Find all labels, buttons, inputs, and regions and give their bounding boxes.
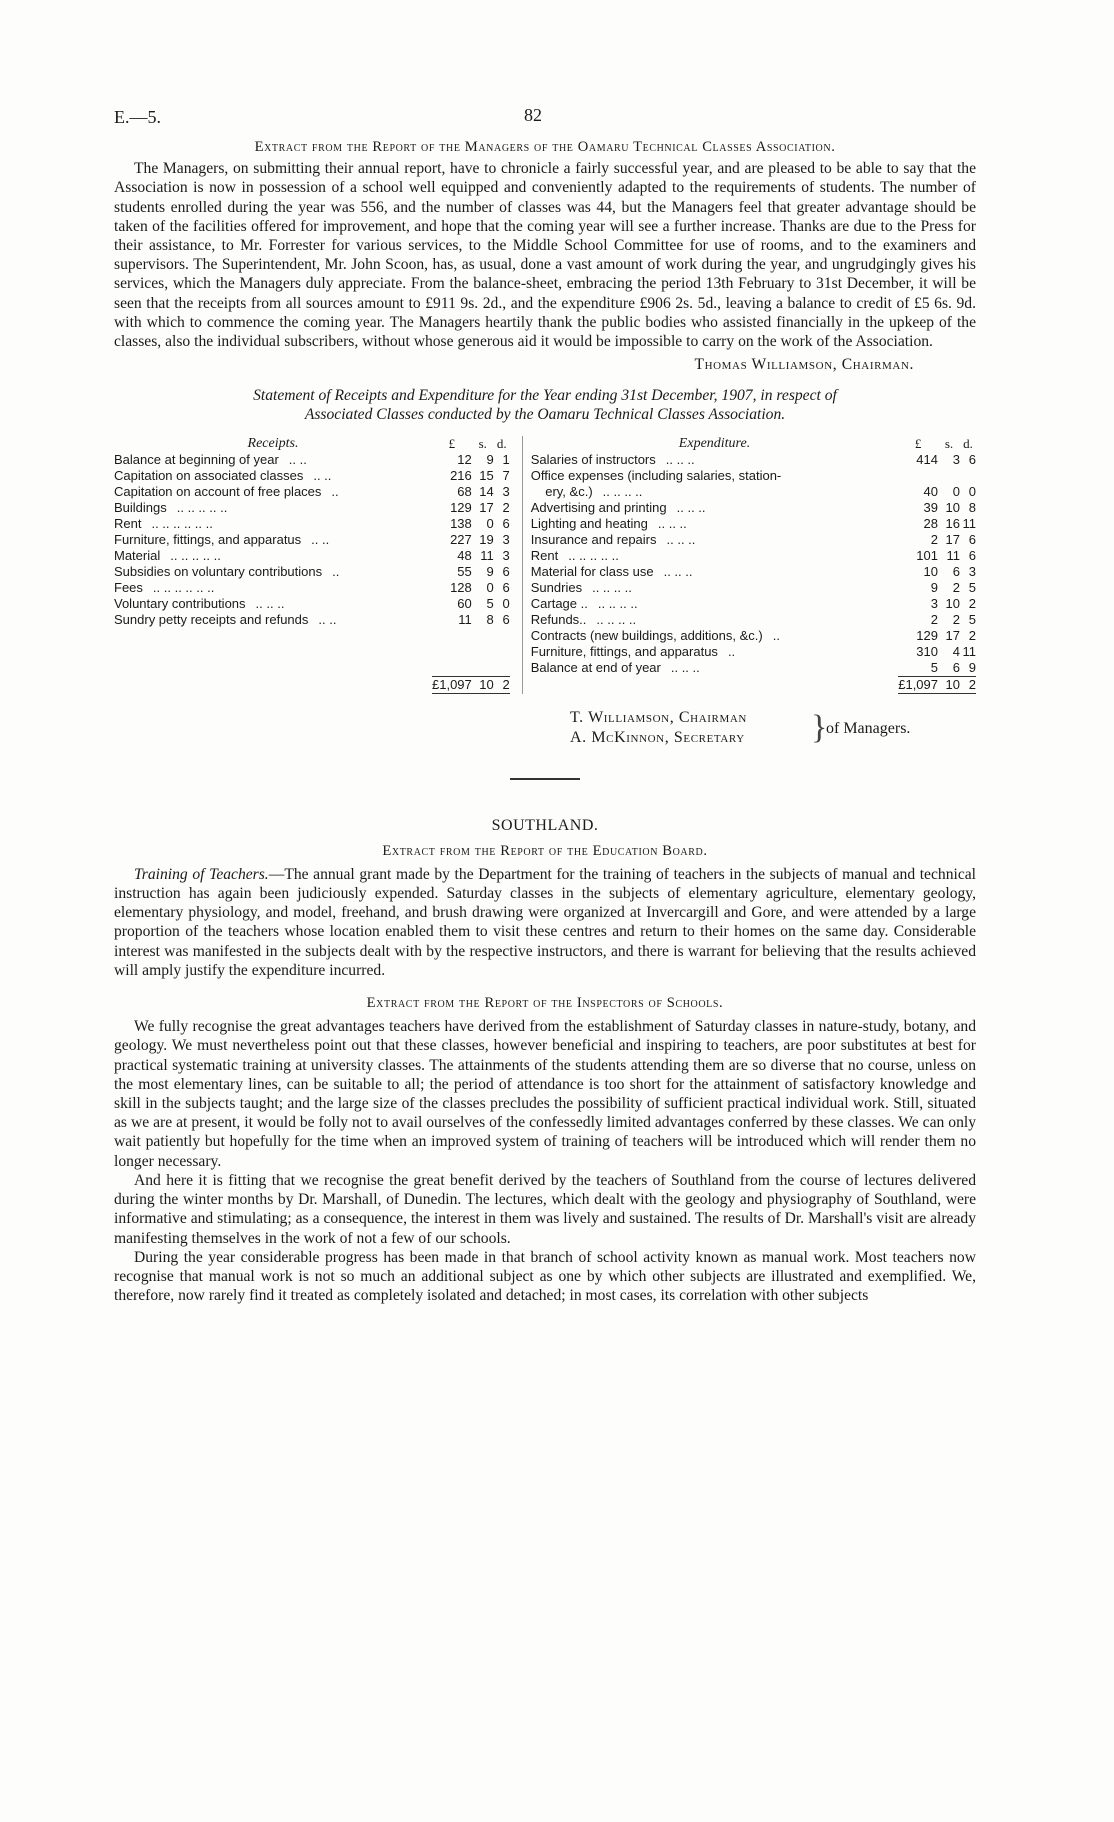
expenditure-item <box>522 484 898 500</box>
receipt-leader-dots: .. .. .. .. .. <box>170 548 221 564</box>
expenditure-leader-dots: .. .. .. .. <box>596 612 637 628</box>
chairman-name: T. Williamson, Chairman <box>570 709 747 727</box>
receipt-shillings: 19 <box>479 532 494 548</box>
receipt-pounds: 11 <box>458 612 472 628</box>
education-board-heading: Extract from the Report of the Education Board. <box>382 842 708 859</box>
receipt-pounds <box>432 660 472 677</box>
inspectors-paragraph-1: We fully recognise the great advantages teachers have derived from the establishment of Saturday classes in nature-study, botany, and geology. We must nevertheless point out that these classes, however beneficial and inspiring to teachers, are poor substitutes at best for practical systematic training at university classes. The attainments of the students attending them are so diverse that no course, unless on the most elementary lines, can be suitable to all; the period of attendance is too short for the attainment of satisfactory knowledge and skill in the subjects taught; and the large size of the classes precludes the possibility of sufficient practical individual work. Still, situated as we are at present, it would be folly not to avail ourselves of the confessedly limited advantages conferred by these classes. We can only wait patiently but hopefully for the time when an improved system of training of teachers will be introduced which will render them no longer necessary. <box>114 1018 976 1170</box>
expenditure-pence: 6 <box>968 452 976 468</box>
receipt-pounds: 138 <box>450 516 472 532</box>
expenditure-pence: 0 <box>968 484 976 500</box>
receipt-pence: 6 <box>502 580 510 596</box>
receipt-item <box>114 580 432 596</box>
statement-title <box>114 386 976 424</box>
receipt-item <box>114 468 432 484</box>
training-label: Training of Teachers. <box>134 865 269 883</box>
receipt-pounds: 227 <box>450 532 472 548</box>
expenditure-item <box>522 452 898 468</box>
receipt-item <box>114 644 432 660</box>
receipt-shillings: 17 <box>479 500 494 516</box>
expenditure-heading: Expenditure. <box>678 436 751 452</box>
expenditure-item <box>522 548 898 564</box>
expenditure-label: Material for class use <box>530 564 654 580</box>
col-pence: d. <box>496 436 507 452</box>
expenditure-leader-dots: .. <box>727 644 736 660</box>
table-row <box>114 516 976 532</box>
total-expenditure-shillings: 10 <box>938 677 960 694</box>
col-pounds: £ <box>448 436 456 452</box>
receipt-shillings: 15 <box>479 468 494 484</box>
receipt-pence: 6 <box>502 564 510 580</box>
expenditure-item <box>522 468 898 484</box>
expenditure-label: Sundries <box>530 580 583 596</box>
secretary-name: A. McKinnon, Secretary <box>570 729 745 747</box>
receipt-shillings: 0 <box>486 580 494 596</box>
receipt-item <box>114 548 432 564</box>
expenditure-shillings: 2 <box>952 580 960 596</box>
receipt-pence <box>494 644 510 660</box>
of-managers: of Managers. <box>826 720 911 738</box>
oamaru-report-heading: Extract from the Report of the Managers of the Oamaru Technical Classes Association. <box>254 139 836 155</box>
oamaru-report-paragraph: The Managers, on submitting their annual report, have to chronicle a fairly successful year, and are pleased to be able to say that the Association is now in possession of a school well equipped and conveniently adapted to the requirements of students. The number of students enrolled during the year was 556, and the number of classes was 44, but the Managers feel that greater advantage should be taken of the facilities offered for improvement, and hope that the coming year will see a further increase. Thanks are due to the Press for their assistance, to Mr. Forrester for various services, to the Middle School Committee for use of rooms, and to the examiners and supervisors. The Superintendent, Mr. John Scoon, has, as usual, done a vast amount of work during the year, and ungrudgingly gives his services, which the Managers duly appreciate. From the balance-sheet, embracing the period 13th February to 31st December, it will be seen that the receipts from all sources amount to £911 9s. 2d., and the expenditure £906 2s. 5d., leaving a balance to credit of £5 6s. 9d. with which to commence the coming year. The Managers heartily thank the public bodies who assisted financially in the upkeep of the classes, also the individual subscribers, without whose generous aid it would be impossible to carry on the work of the Association. <box>114 160 976 351</box>
expenditure-shillings: 6 <box>952 660 960 676</box>
table-row <box>114 484 976 500</box>
expenditure-pounds: 2 <box>930 612 938 628</box>
receipt-item <box>114 484 432 500</box>
expenditure-shillings: 11 <box>946 548 960 564</box>
receipt-item <box>114 516 432 532</box>
expenditure-shillings: 10 <box>945 596 960 612</box>
receipt-item <box>114 452 432 468</box>
expenditure-pence: 6 <box>968 548 976 564</box>
document-page <box>114 104 976 1305</box>
receipt-pounds: 216 <box>450 468 472 484</box>
expenditure-pounds: 40 <box>923 484 938 500</box>
expenditure-pounds: 10 <box>923 564 938 580</box>
expenditure-item <box>522 612 898 628</box>
receipt-item <box>114 660 432 677</box>
expenditure-shillings: 6 <box>952 564 960 580</box>
statement-title-line-1: Statement of Receipts and Expenditure for the Year ending 31st December, 1907, in respect of <box>253 387 837 405</box>
expenditure-pence: 11 <box>962 644 976 660</box>
receipt-pence: 2 <box>502 500 510 516</box>
receipt-item <box>114 564 432 580</box>
expenditure-item <box>522 564 898 580</box>
receipt-shillings <box>472 644 494 660</box>
expenditure-pence: 11 <box>962 516 976 532</box>
receipt-item <box>114 628 432 644</box>
expenditure-label: Rent <box>530 548 559 564</box>
expenditure-leader-dots: .. .. .. .. <box>597 596 638 612</box>
expenditure-pence: 5 <box>968 580 976 596</box>
receipt-label: Voluntary contributions <box>114 596 246 612</box>
totals-row <box>114 677 976 694</box>
expenditure-leader-dots: .. .. .. <box>665 452 695 468</box>
table-row <box>114 532 976 548</box>
expenditure-shillings: 3 <box>952 452 960 468</box>
expenditure-leader-dots: .. .. .. .. <box>602 484 643 500</box>
expenditure-item <box>522 644 898 660</box>
total-expenditure-pence: 2 <box>960 677 976 694</box>
receipt-leader-dots: .. .. <box>313 468 332 484</box>
col-pence: d. <box>963 436 973 452</box>
brace-icon: } <box>811 709 828 747</box>
expenditure-label: Balance at end of year <box>530 660 661 676</box>
expenditure-shillings <box>938 468 960 484</box>
receipt-item <box>114 532 432 548</box>
receipt-shillings: 14 <box>479 484 494 500</box>
expenditure-pence: 2 <box>968 596 976 612</box>
receipt-pounds: 128 <box>450 580 472 596</box>
table-row <box>114 644 976 660</box>
expenditure-pence: 6 <box>968 532 976 548</box>
receipt-pence: 1 <box>502 452 510 468</box>
receipt-item <box>114 596 432 612</box>
expenditure-shillings: 10 <box>945 500 960 516</box>
expenditure-leader-dots: .. .. .. <box>663 564 693 580</box>
receipt-leader-dots: .. .. <box>318 612 337 628</box>
receipt-shillings: 5 <box>486 596 494 612</box>
expenditure-leader-dots: .. .. .. <box>666 532 696 548</box>
inspectors-paragraph-3: During the year considerable progress has been made in that branch of school activity known as manual work. Most teachers now recognise that manual work is not so much an additional subject as one by which other subjects are illustrated and exemplified. We, therefore, now rarely find it treated as completely isolated and detached; in most cases, its correlation with other subjects <box>114 1248 976 1305</box>
table-row <box>114 548 976 564</box>
col-shillings: s. <box>478 436 487 452</box>
receipt-pounds: 12 <box>457 452 472 468</box>
receipt-pence: 6 <box>502 612 510 628</box>
receipt-shillings: 8 <box>486 612 494 628</box>
expenditure-pence: 2 <box>968 628 976 644</box>
receipt-pence <box>494 660 510 677</box>
oamaru-signature: Thomas Williamson, Chairman. <box>694 356 914 374</box>
receipt-shillings <box>472 628 494 644</box>
expenditure-item <box>522 500 898 516</box>
table-row <box>114 468 976 484</box>
receipt-label: Capitation on associated classes <box>114 468 304 484</box>
receipts-heading: Receipts. <box>247 436 299 452</box>
table-row <box>114 596 976 612</box>
expenditure-item <box>522 628 898 644</box>
total-receipts-pence: 2 <box>494 677 510 694</box>
receipt-leader-dots: .. .. <box>311 532 330 548</box>
receipt-pence: 7 <box>502 468 510 484</box>
receipt-pence: 0 <box>502 596 510 612</box>
receipt-leader-dots: .. .. .. <box>255 596 285 612</box>
expenditure-label: Advertising and printing <box>530 500 667 516</box>
training-paragraph <box>114 865 976 980</box>
expenditure-item <box>522 580 898 596</box>
expenditure-label: Office expenses (including salaries, station- <box>530 468 782 484</box>
table-row <box>114 660 976 677</box>
expenditure-pence: 9 <box>968 660 976 676</box>
expenditure-leader-dots: .. .. .. <box>670 660 700 676</box>
expenditure-label: Lighting and heating <box>530 516 648 532</box>
receipt-leader-dots: .. .. <box>288 452 307 468</box>
expenditure-label: ery, &c.) <box>530 484 593 500</box>
expenditure-shillings: 4 <box>952 644 960 660</box>
total-receipts-pounds: £1,097 <box>432 677 472 693</box>
receipt-label: Sundry petty receipts and refunds <box>114 612 309 628</box>
receipt-label: Balance at beginning of year <box>114 452 279 468</box>
receipt-label: Buildings <box>114 500 167 516</box>
receipt-pounds <box>432 644 472 660</box>
expenditure-leader-dots: .. .. .. .. .. <box>568 548 619 564</box>
receipt-label: Subsidies on voluntary contributions <box>114 564 323 580</box>
receipt-shillings: 11 <box>480 548 494 564</box>
receipt-pounds: 48 <box>457 548 472 564</box>
expenditure-shillings: 0 <box>952 484 960 500</box>
expenditure-label: Refunds.. <box>530 612 587 628</box>
expenditure-item <box>522 596 898 612</box>
receipt-item <box>114 612 432 628</box>
receipt-label: Furniture, fittings, and apparatus <box>114 532 302 548</box>
expenditure-pence <box>960 468 976 484</box>
receipt-item <box>114 500 432 516</box>
expenditure-pounds: 9 <box>930 580 938 596</box>
inspectors-paragraph-2: And here it is fitting that we recognise the great benefit derived by the teachers of Southland from the course of lectures delivered during the winter months by Dr. Marshall, of Dunedin. The lectures, which dealt with the geology and physiography of Southland, were informative and stimulating; as a consequence, the interest in them was lively and sustained. The results of Dr. Marshall's visit are already manifesting themselves in the work of not a few of our schools. <box>114 1171 976 1247</box>
training-text: —The annual grant made by the Department for the training of teachers in the subjects of manual and technical instruction has again been judiciously expended. Saturday classes in the subjects of elementary agriculture, elementary geology, elementary physiology, and model, freehand, and brush drawing were organized at Invercargill and Gore, and were attended by a large proportion of the teachers whose location enabled them to visit these centres and return to their homes on the same day. Considerable interest was manifested in the subjects dealt with by the respective instructors, and there is warrant for believing that the results achieved will amply justify the expenditure incurred. <box>114 865 977 979</box>
expenditure-label: Insurance and repairs <box>530 532 657 548</box>
receipt-pounds: 68 <box>457 484 472 500</box>
expenditure-shillings: 17 <box>945 532 960 548</box>
page-number: 82 <box>524 105 542 125</box>
expenditure-shillings: 2 <box>952 612 960 628</box>
receipt-label: Rent <box>114 516 142 532</box>
expenditure-item <box>522 660 898 677</box>
expenditure-shillings: 16 <box>945 516 960 532</box>
receipt-label: Material <box>114 548 161 564</box>
expenditure-pounds: 5 <box>930 660 938 676</box>
inspectors-heading: Extract from the Report of the Inspectors of Schools. <box>366 995 724 1012</box>
receipt-leader-dots: .. .. .. .. .. .. <box>152 580 215 596</box>
receipt-leader-dots: .. <box>331 484 339 500</box>
expenditure-label: Cartage .. <box>530 596 588 612</box>
expenditure-pence: 8 <box>968 500 976 516</box>
receipt-leader-dots: .. <box>332 564 340 580</box>
expenditure-label: Contracts (new buildings, additions, &c.) <box>530 628 763 644</box>
receipt-pence <box>494 628 510 644</box>
receipt-leader-dots: .. .. .. .. .. <box>176 500 228 516</box>
receipt-pounds: 60 <box>457 596 472 612</box>
receipt-pounds <box>432 628 472 644</box>
expenditure-label: Salaries of instructors <box>530 452 656 468</box>
expenditure-item <box>522 532 898 548</box>
expenditure-leader-dots: .. <box>772 628 780 644</box>
table-row <box>114 612 976 628</box>
expenditure-pence: 5 <box>968 612 976 628</box>
col-pounds: £ <box>914 436 922 452</box>
expenditure-pounds: 3 <box>930 596 938 612</box>
table-row <box>114 500 976 516</box>
receipt-shillings: 0 <box>486 516 494 532</box>
expenditure-pounds: 2 <box>930 532 938 548</box>
receipt-label: Fees <box>114 580 143 596</box>
expenditure-pounds: 129 <box>916 628 938 644</box>
expenditure-item <box>522 516 898 532</box>
receipt-pence: 3 <box>502 484 510 500</box>
southland-title: SOUTHLAND. <box>491 817 599 835</box>
receipt-pounds: 129 <box>450 500 472 516</box>
page-header <box>114 104 976 132</box>
total-receipts-shillings: 10 <box>472 677 494 694</box>
receipt-pounds: 55 <box>457 564 472 580</box>
total-expenditure-pounds: £1,097 <box>898 677 938 693</box>
col-shillings: s. <box>944 436 954 452</box>
expenditure-pounds <box>898 468 938 484</box>
expenditure-leader-dots: .. .. .. <box>676 500 706 516</box>
receipt-shillings <box>472 660 494 677</box>
section-divider <box>510 778 580 780</box>
expenditure-shillings: 17 <box>945 628 960 644</box>
receipt-pence: 3 <box>502 548 510 564</box>
expenditure-pounds: 39 <box>923 500 938 516</box>
expenditure-pounds: 28 <box>923 516 938 532</box>
expenditure-pence: 3 <box>968 564 976 580</box>
table-row <box>114 564 976 580</box>
receipt-label: Capitation on account of free places <box>114 484 322 500</box>
receipt-leader-dots: .. .. .. .. .. .. <box>151 516 213 532</box>
expenditure-pounds: 310 <box>916 644 938 660</box>
table-row <box>114 580 976 596</box>
receipts-expenditure-table <box>114 436 976 694</box>
expenditure-pounds: 101 <box>916 548 938 564</box>
expenditure-leader-dots: .. .. .. .. <box>592 580 632 596</box>
table-row <box>114 452 976 468</box>
report-reference: E.—5. <box>114 107 161 127</box>
receipt-shillings: 9 <box>486 452 494 468</box>
managers-signatures <box>114 708 976 760</box>
receipt-shillings: 9 <box>486 564 494 580</box>
receipt-pence: 3 <box>502 532 510 548</box>
statement-title-line-2: Associated Classes conducted by the Oamaru Technical Classes Association. <box>304 406 786 424</box>
expenditure-leader-dots: .. .. .. <box>657 516 687 532</box>
receipt-pence: 6 <box>502 516 510 532</box>
expenditure-pounds: 414 <box>916 452 938 468</box>
expenditure-label: Furniture, fittings, and apparatus <box>530 644 718 660</box>
table-row <box>114 628 976 644</box>
